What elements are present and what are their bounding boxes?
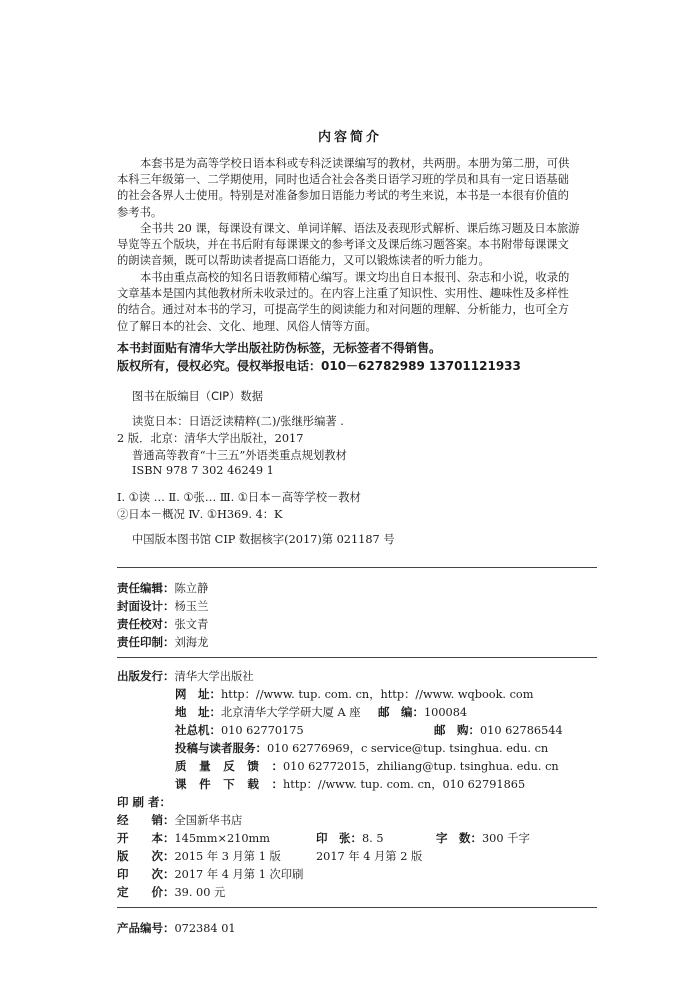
paragraph-line: 参考书。 bbox=[117, 205, 163, 219]
intro-title: 内容简介 bbox=[317, 130, 382, 145]
publisher: 出版发行：清华大学出版社 bbox=[117, 669, 254, 683]
edition: 版 次：2015 年 3 月第 1 版 bbox=[117, 849, 281, 863]
quality-feedback: 质量反馈：010 62772015，zhiliang@tup. tsinghua. edu. cn bbox=[175, 759, 559, 773]
paragraph-line: 全书共 20 课，每课设有课文、单词详解、语法及表现形式解析、课后练习题及日本旅游 bbox=[140, 222, 580, 235]
intro-paragraph-3 bbox=[117, 270, 597, 335]
intro-paragraph-1 bbox=[117, 156, 597, 221]
staff-printing: 责任印制：刘海龙 bbox=[117, 635, 209, 649]
cip-line: 2 版．北京：清华大学出版社，2017 bbox=[117, 432, 304, 445]
staff-cover-design: 封面设计：杨玉兰 bbox=[117, 599, 209, 613]
printing-number: 印 次：2017 年 4 月第 1 次印刷 bbox=[117, 867, 304, 881]
address: 地 址：北京清华大学学研大厦 A 座 bbox=[175, 705, 361, 719]
divider bbox=[117, 567, 597, 568]
copyright-notice: 版权所有，侵权必究。侵权举报电话：010－62782989 13701121933 bbox=[117, 359, 521, 373]
word-count: 字 数：300 千字 bbox=[436, 831, 530, 845]
edition-second: 2017 年 4 月第 2 版 bbox=[316, 850, 423, 863]
product-number: 产品编号：072384 01 bbox=[117, 921, 236, 935]
postcode: 邮 编：100084 bbox=[378, 705, 468, 719]
cip-approval-number: 中国版本图书馆 CIP 数据核字(2017)第 021187 号 bbox=[132, 533, 395, 546]
book-format: 开 本：145mm×210mm bbox=[117, 831, 270, 845]
reader-service: 投稿与读者服务：010 62776969，c service@tup. tsinghua. edu. cn bbox=[175, 741, 549, 755]
intro-paragraph-2 bbox=[117, 221, 597, 270]
cip-heading: 图书在版编目（CIP）数据 bbox=[132, 390, 264, 403]
paragraph-line: 的朗读音频，既可以帮助读者提高口语能力，又可以锻炼读者的听力能力。 bbox=[117, 254, 490, 268]
cip-line: ②日本－概况 Ⅳ. ①H369. 4：K bbox=[117, 508, 283, 521]
distributor: 经 销：全国新华书店 bbox=[117, 813, 243, 827]
divider bbox=[117, 907, 597, 908]
paragraph-line: 本套书是为高等学校日语本科或专科泛读课编写的教材，共两册。本册为第二册，可供 bbox=[140, 157, 570, 170]
cip-line: 读览日本：日语泛读精粹(二)/张继彤编著 . bbox=[132, 415, 344, 428]
website: 网 址：http：//www. tup. com. cn，http：//www. wqbook. com bbox=[175, 687, 534, 701]
cip-line: Ⅰ. ①读 … Ⅱ. ①张… Ⅲ. ①日本－高等学校－教材 bbox=[117, 491, 361, 504]
paragraph-line: 本书由重点高校的知名日语教师精心编写。课文均出自日本报刊、杂志和小说，收录的 bbox=[140, 271, 570, 284]
paragraph-line: 导览等五个版块，并在书后附有每课课文的参考译文及课后练习题答案。本书附带每课课文 bbox=[117, 238, 569, 252]
paragraph-line: 的结合。通过对本书的学习，可提高学生的阅读能力和对问题的理解、分析能力，也可全方 bbox=[117, 303, 569, 317]
courseware-download: 课件下载：http：//www. tup. com. cn，010 62791865 bbox=[175, 777, 526, 791]
cip-isbn: ISBN 978 7 302 46249 1 bbox=[132, 464, 274, 477]
price: 定 价：39. 00 元 bbox=[117, 885, 226, 899]
printed-sheets: 印 张：8. 5 bbox=[316, 831, 384, 845]
paragraph-line: 文章基本是国内其他教材所未收录过的。在内容上注重了知识性、实用性、趣味性及多样性 bbox=[117, 287, 569, 301]
divider bbox=[117, 657, 597, 658]
staff-proofreader: 责任校对：张文青 bbox=[117, 617, 209, 631]
anti-counterfeit-notice: 本书封面贴有清华大学出版社防伪标签，无标签者不得销售。 bbox=[117, 341, 442, 355]
printer: 印 刷 者： bbox=[117, 795, 172, 809]
switchboard: 社总机：010 62770175 bbox=[175, 723, 304, 737]
mail-order: 邮 购：010 62786544 bbox=[434, 723, 563, 737]
cip-line: 普通高等教育“十三五”外语类重点规划教材 bbox=[132, 449, 347, 462]
paragraph-line: 位了解日本的社会、文化、地理、风俗人情等方面。 bbox=[117, 319, 377, 333]
paragraph-line: 本科三年级第一、二学期使用，同时也适合社会各类日语学习班的学员和具有一定日语基础 bbox=[117, 173, 569, 187]
staff-editor: 责任编辑：陈立静 bbox=[117, 581, 209, 595]
paragraph-line: 的社会各界人士使用。特别是对准备参加日语能力考试的考生来说，本书是一本很有价值的 bbox=[117, 189, 569, 203]
